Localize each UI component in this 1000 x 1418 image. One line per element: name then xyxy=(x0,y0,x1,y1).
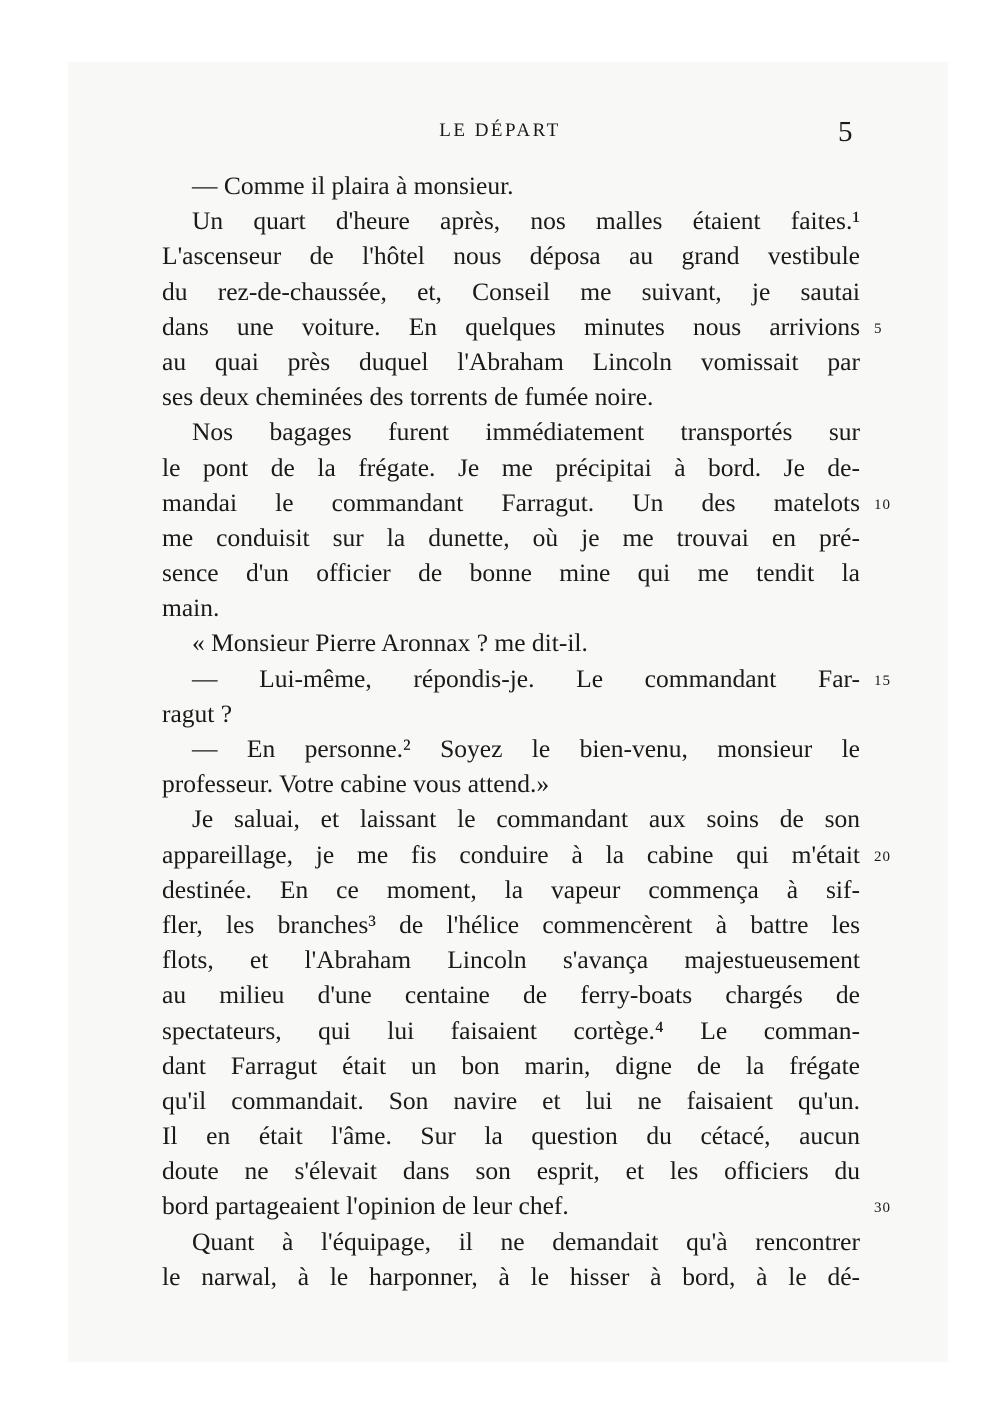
line-text: me conduisit sur la dunette, où je me trouvai en pré- xyxy=(162,522,860,552)
text-line xyxy=(162,977,860,1012)
text-line xyxy=(162,520,860,555)
text-line xyxy=(162,1013,860,1048)
text-line xyxy=(162,872,860,907)
line-text: mandai le commandant Farragut. Un des matelots xyxy=(162,487,860,517)
line-number: 20 xyxy=(874,848,891,865)
text-line xyxy=(162,1083,860,1118)
text-line xyxy=(162,309,883,344)
line-text: destinée. En ce moment, la vapeur commença à sif- xyxy=(162,874,860,904)
text-line xyxy=(162,450,860,485)
line-number: 10 xyxy=(874,496,891,513)
line-text: flots, et l'Abraham Lincoln s'avança majestueusement xyxy=(162,945,860,975)
text-line xyxy=(162,837,891,872)
line-text: — Comme il plaira à monsieur. xyxy=(192,171,514,200)
line-text: main. xyxy=(162,593,220,623)
line-text: doute ne s'élevait dans son esprit, et les officiers du xyxy=(162,1156,860,1186)
text-line xyxy=(162,274,860,309)
line-text: dans une voiture. En quelques minutes nous arrivions xyxy=(162,311,860,341)
line-text: Quant à l'équipage, il ne demandait qu'à rencontrer xyxy=(192,1226,860,1256)
line-text: fler, les branches³ de l'hélice commencèrent à battre les xyxy=(162,909,860,939)
line-text: qu'il commandait. Son navire et lui ne faisaient qu'un. xyxy=(162,1085,860,1115)
line-text: professeur. Votre cabine vous attend.» xyxy=(162,769,550,799)
text-line xyxy=(162,942,860,977)
text-line xyxy=(162,379,860,414)
text-line xyxy=(162,414,860,449)
page-number: 5 xyxy=(838,116,853,148)
text-line xyxy=(162,555,860,590)
line-text: bord partageaient l'opinion de leur chef. xyxy=(162,1191,569,1221)
text-line xyxy=(162,766,860,801)
line-number: 5 xyxy=(874,320,883,337)
line-text: Un quart d'heure après, nos malles étaient faites.¹ xyxy=(192,206,860,236)
line-text: dant Farragut était un bon marin, digne de la frégate xyxy=(162,1050,860,1080)
text-line xyxy=(162,1224,860,1259)
text-line xyxy=(162,1048,860,1083)
line-text: au quai près duquel l'Abraham Lincoln vomissait par xyxy=(162,346,860,376)
text-line xyxy=(162,661,891,696)
text-line xyxy=(162,344,860,379)
line-text: spectateurs, qui lui faisaient cortège.⁴ Le comman- xyxy=(162,1015,860,1045)
line-text: le pont de la frégate. Je me précipitai à bord. Je de- xyxy=(162,452,860,482)
line-text: ragut ? xyxy=(162,698,233,728)
text-line xyxy=(162,696,860,731)
line-text: au milieu d'une centaine de ferry-boats chargés de xyxy=(162,980,860,1010)
line-number: 30 xyxy=(874,1200,891,1217)
text-line xyxy=(162,203,860,238)
text-line xyxy=(162,625,860,660)
line-text: du rez-de-chaussée, et, Conseil me suivant, je sautai xyxy=(162,276,860,306)
line-text: Je saluai, et laissant le commandant aux soins de son xyxy=(192,804,860,834)
running-title: LE DÉPART xyxy=(439,120,561,141)
line-text: — Lui-même, répondis-je. Le commandant Far- xyxy=(192,663,860,693)
line-text: ses deux cheminées des torrents de fumée noire. xyxy=(162,382,654,412)
text-line xyxy=(162,907,860,942)
text-line xyxy=(162,590,860,625)
line-number: 15 xyxy=(874,672,891,689)
text-line xyxy=(162,485,891,520)
line-text: le narwal, à le harponner, à le hisser à bord, à le dé- xyxy=(162,1261,860,1291)
text-line xyxy=(162,168,860,203)
line-text: appareillage, je me fis conduire à la cabine qui m'était xyxy=(162,839,860,869)
line-text: — En personne.² Soyez le bien-venu, monsieur le xyxy=(192,734,860,763)
line-text: « Monsieur Pierre Aronnax ? me dit-il. xyxy=(192,628,588,658)
text-line xyxy=(162,801,860,836)
text-line xyxy=(162,1259,860,1294)
text-line xyxy=(162,238,860,273)
text-line xyxy=(162,1188,891,1223)
line-text: Nos bagages furent immédiatement transportés sur xyxy=(192,417,860,447)
line-text: Il en était l'âme. Sur la question du cétacé, aucun xyxy=(162,1121,860,1151)
text-line xyxy=(162,731,860,766)
text-line xyxy=(162,1153,860,1188)
line-text: L'ascenseur de l'hôtel nous déposa au grand vestibule xyxy=(162,241,860,271)
text-line xyxy=(162,1118,860,1153)
line-text: sence d'un officier de bonne mine qui me tendit la xyxy=(162,558,860,588)
body-text xyxy=(162,168,891,1294)
